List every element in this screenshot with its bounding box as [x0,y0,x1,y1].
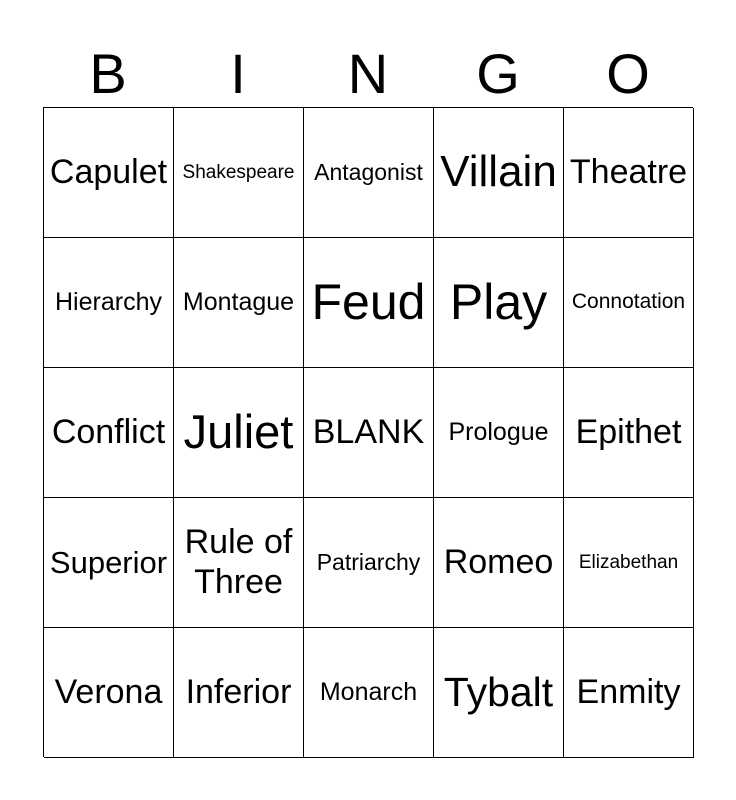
header-letter-i: I [230,42,246,105]
bingo-cell free-space[interactable]: BLANK [304,368,434,498]
header-letter-o: O [606,42,650,105]
bingo-cell[interactable]: Elizabethan [564,498,694,628]
bingo-cell[interactable]: Antagonist [304,108,434,238]
bingo-cell[interactable]: Play [434,238,564,368]
bingo-cell[interactable]: Montague [174,238,304,368]
bingo-cell[interactable]: Connotation [564,238,694,368]
bingo-cell[interactable]: Epithet [564,368,694,498]
bingo-cell[interactable]: Rule of Three [174,498,304,628]
bingo-cell[interactable]: Monarch [304,628,434,758]
bingo-header [43,40,693,108]
bingo-cell[interactable]: Conflict [44,368,174,498]
bingo-cell[interactable]: Prologue [434,368,564,498]
bingo-cell[interactable]: Capulet [44,108,174,238]
bingo-cell[interactable]: Tybalt [434,628,564,758]
bingo-cell[interactable]: Theatre [564,108,694,238]
bingo-cell[interactable]: Hierarchy [44,238,174,368]
bingo-board [43,107,693,757]
bingo-cell[interactable]: Villain [434,108,564,238]
bingo-cell[interactable]: Verona [44,628,174,758]
bingo-cell[interactable]: Inferior [174,628,304,758]
bingo-cell[interactable]: Romeo [434,498,564,628]
bingo-cell[interactable]: Feud [304,238,434,368]
header-letter-b: B [89,42,127,105]
header-letter-n: N [347,42,389,105]
header-letter-g: G [476,42,520,105]
bingo-cell[interactable]: Patriarchy [304,498,434,628]
bingo-cell[interactable]: Enmity [564,628,694,758]
bingo-cell[interactable]: Juliet [174,368,304,498]
bingo-cell[interactable]: Superior [44,498,174,628]
bingo-cell[interactable]: Shakespeare [174,108,304,238]
